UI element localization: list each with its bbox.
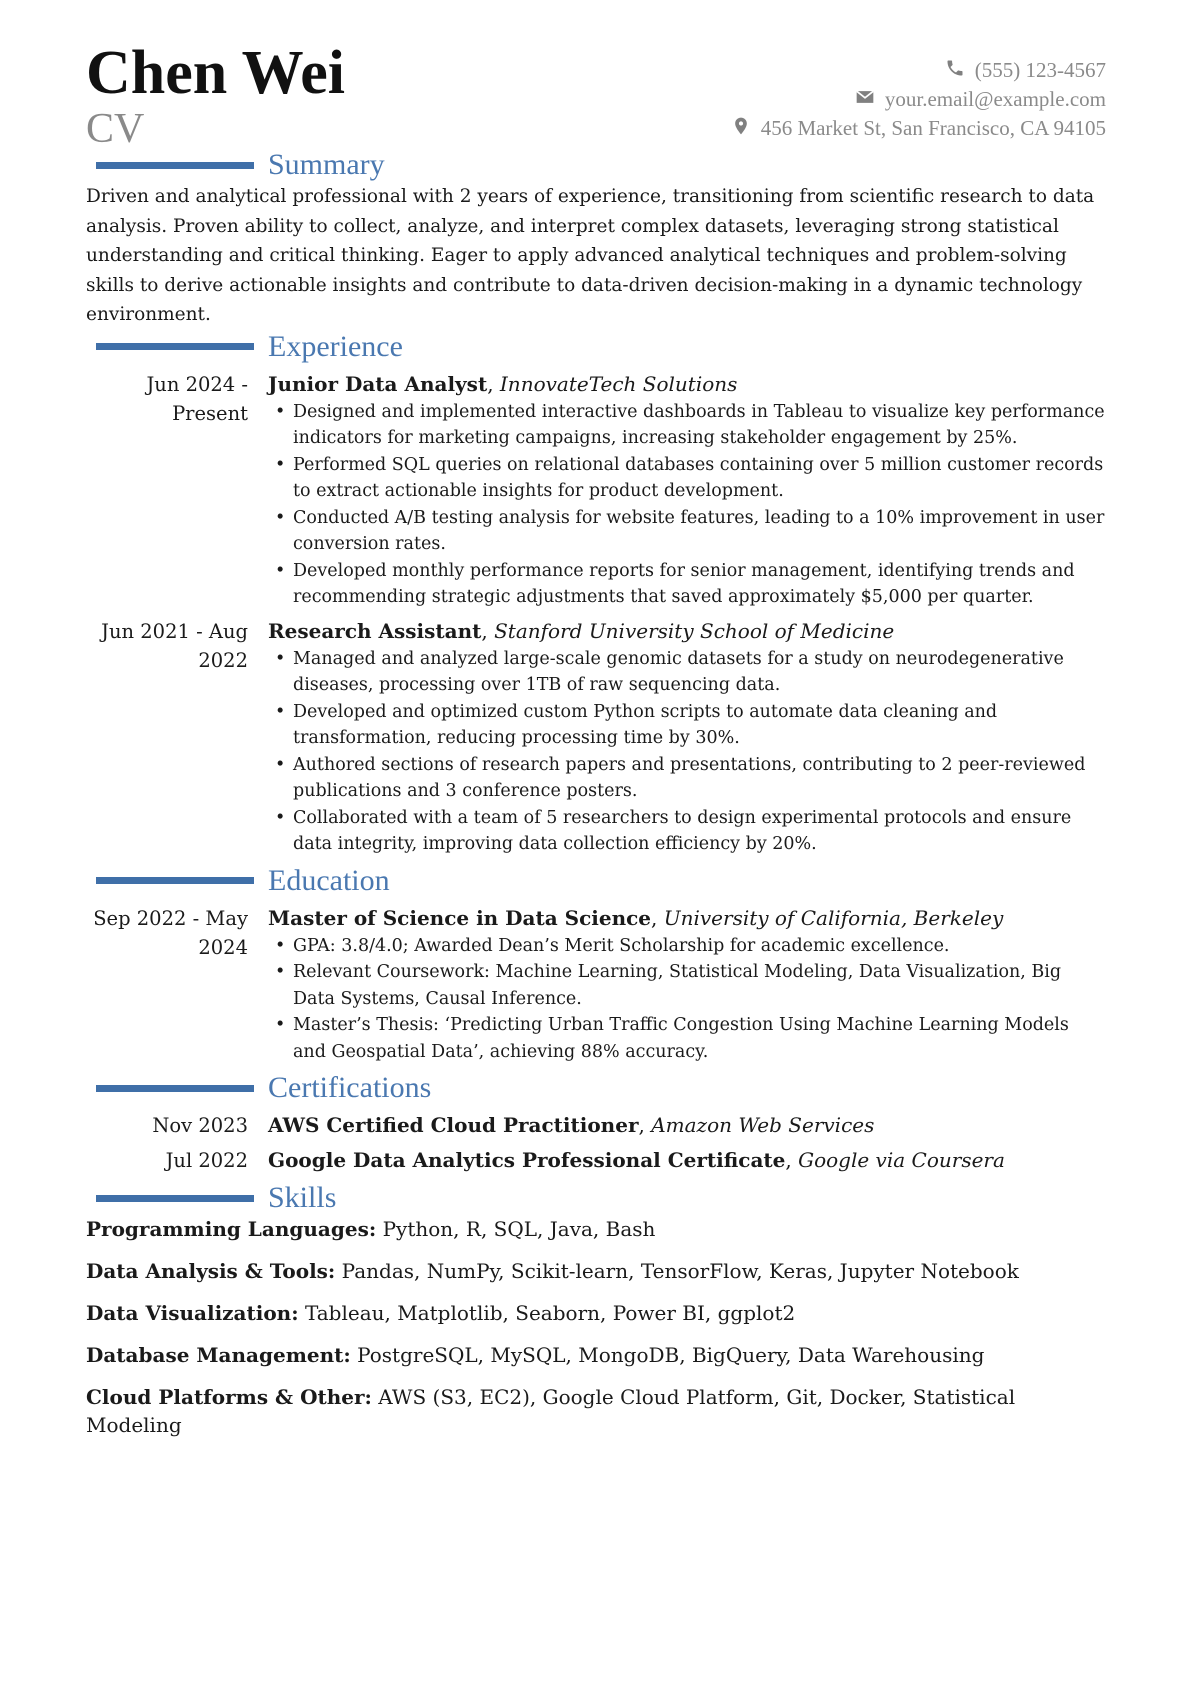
entry-heading: Junior Data Analyst, InnovateTech Solutions (268, 371, 738, 396)
section-accent-bar (96, 877, 254, 884)
entry-date: Jun 2021 - Aug 2022 (101, 619, 248, 672)
section-accent-bar (96, 1085, 254, 1092)
bullet-item: • GPA: 3.8/4.0; Awarded Dean’s Merit Scholarship for academic excellence. (293, 933, 1106, 960)
bullet-item: • Managed and analyzed large-scale genomic datasets for a study on neurodegenerative diseases, processing over 1TB of raw sequencing data. (293, 646, 1106, 699)
bullet-list (268, 399, 1106, 611)
skill-value: Tableau, Matplotlib, Seaborn, Power BI, ggplot2 (304, 1301, 796, 1325)
bullet-item: • Developed and optimized custom Python scripts to automate data cleaning and transformation, reducing processing time by 30%. (293, 699, 1106, 752)
entry-heading: Research Assistant, Stanford University School of Medicine (268, 618, 895, 643)
job-title: Junior Data Analyst (268, 371, 488, 396)
experience-entry (86, 370, 1106, 611)
skill-row (86, 1383, 1106, 1439)
job-title: Research Assistant (268, 618, 482, 643)
contact-block (731, 56, 1106, 143)
phone-number[interactable]: (555) 123-4567 (974, 58, 1106, 82)
summary-heading (86, 148, 1106, 182)
bullet-item: • Performed SQL queries on relational databases containing over 5 million customer records to extract actionable insights for product development. (293, 452, 1106, 505)
bullet-item: • Designed and implemented interactive dashboards in Tableau to visualize key performance indicators for marketing campaigns, increasing stakeholder engagement by 25%. (293, 399, 1106, 452)
cv-page (86, 40, 1106, 1453)
skill-value: PostgreSQL, MySQL, MongoDB, BigQuery, Data Warehousing (357, 1343, 985, 1367)
experience-heading (86, 330, 1106, 364)
bullet-item: • Authored sections of research papers and presentations, contributing to 2 peer-reviewed publications and 3 conference posters. (293, 752, 1106, 805)
skill-row (86, 1299, 1106, 1327)
contact-email (731, 85, 1106, 114)
skill-value: AWS (S3, EC2), Google Cloud Platform, Git, Docker, Statistical Modeling (86, 1385, 1016, 1437)
education-entry (86, 904, 1106, 1066)
experience-title: Experience (268, 329, 403, 363)
issuer: Google via Coursera (798, 1148, 1005, 1172)
bullet-item: • Master’s Thesis: ‘Predicting Urban Traffic Congestion Using Machine Learning Models and Geospatial Data’, achieving 88% accuracy. (293, 1012, 1106, 1065)
map-pin-icon (731, 116, 751, 142)
entry-body (268, 617, 1106, 858)
skill-label: Data Analysis & Tools: (86, 1259, 336, 1283)
entry-body (268, 904, 1106, 1066)
experience-section (86, 330, 1106, 858)
skill-label: Database Management: (86, 1343, 351, 1367)
skill-row (86, 1341, 1106, 1369)
candidate-name: Chen Wei (86, 39, 345, 107)
skill-row (86, 1257, 1106, 1285)
organization: InnovateTech Solutions (499, 371, 738, 396)
envelope-icon (855, 87, 875, 113)
institution: University of California, Berkeley (663, 905, 1004, 930)
bullet-item: • Developed monthly performance reports for senior management, identifying trends and recommending strategic adjustments that saved approximately $5,000 per quarter. (293, 558, 1106, 611)
summary-text: Driven and analytical professional with 2 years of experience, transitioning from scientific research to data analysis. Proven ability to collect, analyze, and interpret complex datasets, leveraging strong statistical understanding and critical thinking. Eager to apply advanced analytical techniques and problem-solving skills to derive actionable insights and contribute to data-driven decision-making in a dynamic technology environment. (86, 186, 1095, 325)
certifications-title: Certifications (268, 1071, 432, 1104)
section-accent-bar (96, 162, 254, 169)
issuer: Amazon Web Services (651, 1113, 875, 1137)
skill-label: Cloud Platforms & Other: (86, 1385, 372, 1409)
entry-heading: Google Data Analytics Professional Certificate, Google via Coursera (268, 1148, 1005, 1172)
certifications-heading (86, 1071, 1106, 1105)
skill-label: Data Visualization: (86, 1301, 299, 1325)
bullet-list (268, 646, 1106, 858)
entry-body (268, 370, 1106, 611)
education-heading (86, 864, 1106, 898)
skills-title: Skills (268, 1181, 337, 1214)
experience-entry (86, 617, 1106, 858)
skills-heading (86, 1181, 1106, 1215)
section-accent-bar (96, 1195, 254, 1202)
address-text: 456 Market St, San Francisco, CA 94105 (760, 116, 1106, 140)
skill-row (86, 1215, 1106, 1243)
education-title: Education (268, 863, 390, 897)
bullet-item: • Collaborated with a team of 5 researchers to design experimental protocols and ensure data integrity, improving data collection efficiency by 20%. (293, 805, 1106, 858)
bullet-item: • Conducted A/B testing analysis for website features, leading to a 10% improvement in user conversion rates. (293, 505, 1106, 558)
entry-date: Sep 2022 - May 2024 (93, 906, 248, 959)
certification-entry (86, 1111, 1106, 1140)
entry-heading: AWS Certified Cloud Practitioner, Amazon Web Services (268, 1113, 875, 1137)
skills-section (86, 1181, 1106, 1439)
document-subtitle: CV (86, 106, 145, 152)
skill-value: Python, R, SQL, Java, Bash (382, 1217, 656, 1241)
contact-phone (731, 56, 1106, 85)
certification-title: AWS Certified Cloud Practitioner (268, 1113, 639, 1137)
entry-date: Jun 2024 - Present (146, 372, 248, 425)
education-section (86, 864, 1106, 1066)
entry-date: Jul 2022 (165, 1149, 248, 1172)
bullet-item: • Relevant Coursework: Machine Learning, Statistical Modeling, Data Visualization, Big Data Systems, Causal Inference. (293, 959, 1106, 1012)
header (86, 39, 1106, 152)
certification-title: Google Data Analytics Professional Certificate (268, 1148, 786, 1172)
summary-section (86, 148, 1106, 330)
bullet-list (268, 933, 1106, 1066)
organization: Stanford University School of Medicine (494, 618, 895, 643)
entry-heading: Master of Science in Data Science, University of California, Berkeley (268, 905, 1004, 930)
section-accent-bar (96, 343, 254, 350)
summary-title: Summary (268, 148, 385, 181)
certifications-section (86, 1071, 1106, 1175)
entry-date: Nov 2023 (152, 1114, 248, 1137)
skill-label: Programming Languages: (86, 1217, 377, 1241)
degree-title: Master of Science in Data Science (268, 905, 652, 930)
skill-value: Pandas, NumPy, Scikit-learn, TensorFlow, Keras, Jupyter Notebook (341, 1259, 1019, 1283)
contact-address (731, 114, 1106, 143)
certification-entry (86, 1146, 1106, 1175)
phone-icon (945, 58, 965, 84)
email-link[interactable]: your.email@example.com (884, 87, 1106, 111)
